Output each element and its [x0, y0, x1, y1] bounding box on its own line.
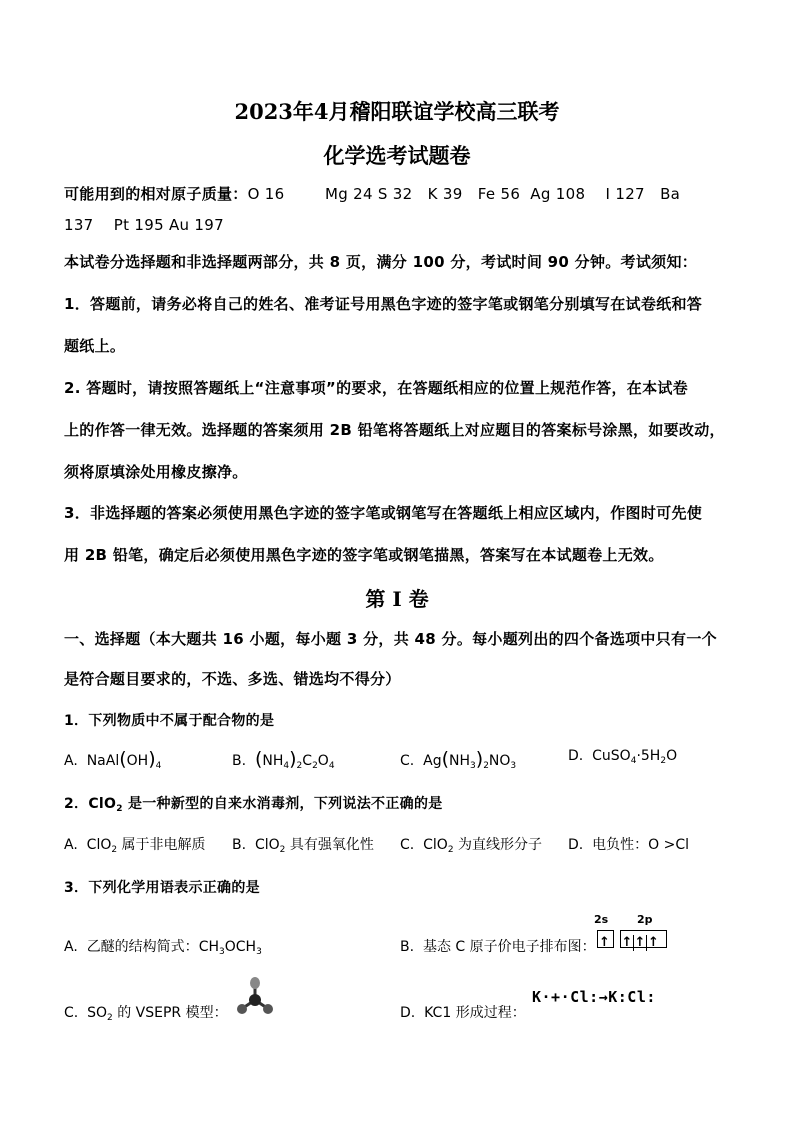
q2-stem-text: 是一种新型的自来水消毒剂，下列说法不正确的是: [122, 796, 443, 812]
q2-a-label: A.: [64, 837, 78, 853]
q3-b-text: 基态 C 原子价电子排布图：: [422, 939, 596, 955]
instruction-1-line2: 题纸上。: [64, 337, 126, 355]
q2-d-text: 电负性：O >Cl: [592, 837, 690, 853]
orbital-2s-box: [597, 930, 614, 948]
atomic-masses-values: O 16 Mg 24 S 32 K 39 Fe 56 Ag 108 I 127 Ba: [247, 185, 681, 203]
up-arrow-icon: ↑: [621, 935, 633, 950]
q2-option-a: A. ClO$_2$ 属于非电解质: [64, 837, 206, 855]
q3-option-d: [400, 1002, 526, 1022]
instruction-2-line3: 须将原填涂处用橡皮擦净。: [64, 463, 248, 481]
q1-d-formula: CuSO: [592, 748, 631, 764]
instruction-2-line2: 上的作答一律无效。选择题的答案须用 2B 铅笔将答题纸上对应题目的答案标号涂黑，如要改动，: [64, 421, 725, 439]
instruction-1-line1: 1．答题前，请务必将自己的姓名、准考证号用黑色字迹的签字笔或钢笔分别填写在试卷纸和答: [64, 295, 703, 313]
q3-c-label: C.: [64, 1005, 79, 1021]
instructions-intro: 本试卷分选择题和非选择题两部分，共 8 页，满分 100 分，考试时间 90 分钟。考试须知：: [64, 253, 698, 271]
q2-option-d: [568, 834, 689, 854]
q2-option-c: C. ClO$_2$ 为直线形分子: [400, 837, 543, 855]
q2-c-label: C.: [400, 837, 415, 853]
q1-a-label: A.: [64, 753, 78, 769]
q1-option-c: C. $Ag(NH_3)_2NO_3$: [400, 748, 517, 771]
atomic-masses-line2: [64, 216, 224, 234]
exam-title: 2023年4月稽阳联谊学校高三联考: [234, 99, 560, 124]
orbital-2p-box: [620, 930, 670, 948]
q2-c-text: 为直线形分子: [453, 837, 543, 853]
orbital-2s-label: 2s: [594, 913, 609, 926]
q3-a-text: 乙醚的结构简式：: [86, 939, 199, 955]
exam-subtitle: 化学选考试题卷: [323, 143, 471, 168]
atomic-masses-line1: [64, 183, 680, 204]
q1-a-formula: NaAl: [86, 753, 120, 769]
q2-d-label: D.: [568, 837, 584, 853]
q1-c-formula: Ag: [423, 753, 442, 769]
kcl-formation-diagram: K·+·Cl:→K:Cl:: [532, 988, 656, 1006]
q1-option-d: D. $CuSO_4\cdot 5H_2O$: [568, 748, 678, 766]
question-1-stem: 1．下列物质中不属于配合物的是: [64, 713, 275, 729]
q2-a-text: 属于非电解质: [117, 837, 206, 853]
q1-option-a: A. $NaAl(OH)_4$: [64, 748, 162, 771]
q2-b-text: 具有强氧化性: [285, 837, 374, 853]
section-heading-line1: 一、选择题（本大题共 16 小题，每小题 3 分，共 48 分。每小题列出的四个备选项中只有一个: [64, 630, 717, 648]
q1-d-label: D.: [568, 748, 584, 764]
q3-d-text: KC1 形成过程：: [424, 1005, 526, 1021]
q3-b-label: B.: [400, 939, 415, 955]
atomic-masses-label: 可能用到的相对原子质量：: [64, 185, 248, 203]
orbital-2p-label: 2p: [637, 913, 653, 926]
q2-b-label: B.: [232, 837, 247, 853]
q1-b-label: B.: [232, 753, 247, 769]
q3-c-text: 的 VSEPR 模型：: [112, 1005, 228, 1021]
up-arrow-icon: ↑: [634, 935, 646, 950]
up-arrow-icon: ↑: [648, 935, 659, 950]
up-arrow-icon: ↑: [599, 935, 610, 950]
atomic-masses-values-2: 137 Pt 195 Au 197: [64, 216, 224, 234]
section-title: 第 I 卷: [365, 587, 429, 611]
q3-option-c: C. $SO_2$ 的 VSEPR 模型：: [64, 1005, 228, 1023]
q1-option-b: B. $(NH_4)_2C_2O_4$: [232, 748, 335, 771]
instruction-3-line1: 3．非选择题的答案必须使用黑色字迹的签字笔或钢笔写在答题纸上相应区域内，作图时可先使: [64, 504, 703, 522]
q3-a-label: A.: [64, 939, 78, 955]
q3-option-a: A. 乙醚的结构简式：$CH_3OCH_3$: [64, 939, 262, 957]
q2-option-b: B. ClO$_2$ 具有强氧化性: [232, 837, 374, 855]
section-heading-line2: 是符合题目要求的，不选、多选、错选均不得分）: [64, 670, 401, 688]
question-3-stem: 3．下列化学用语表示正确的是: [64, 880, 260, 896]
question-2-stem: 2．ClO$_2$ 是一种新型的自来水消毒剂，下列说法不正确的是: [64, 796, 443, 814]
instruction-2-line1: 2. 答题时，请按照答题纸上“注意事项”的要求，在答题纸相应的位置上规范作答，在本试卷: [64, 379, 688, 397]
so2-vsepr-model-icon: [232, 974, 278, 1016]
q3-option-b: [400, 936, 596, 956]
q3-d-label: D.: [400, 1005, 416, 1021]
instruction-3-line2: 用 2B 铅笔，确定后必须使用黑色字迹的签字笔或钢笔描黑，答案写在本试题卷上无效。: [64, 546, 664, 564]
q1-c-label: C.: [400, 753, 415, 769]
